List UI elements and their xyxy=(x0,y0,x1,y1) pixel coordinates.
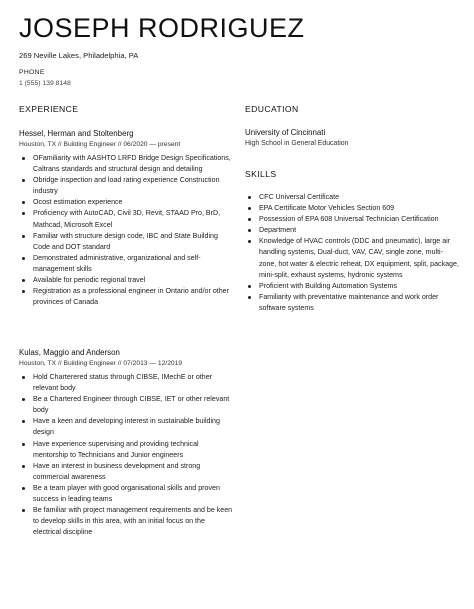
job-company: Hessel, Herman and Stoltenberg xyxy=(19,129,134,138)
list-item: EPA Certificate Motor Vehicles Section 609 xyxy=(245,203,460,214)
education-school: University of Cincinnati xyxy=(245,128,326,137)
education-degree: High School in General Education xyxy=(245,140,349,147)
skills-list xyxy=(245,192,460,314)
list-item: Registration as a professional engineer in Ontario and/or other provinces of Canada xyxy=(19,286,234,308)
address: 269 Neville Lakes, Philadelphia, PA xyxy=(19,51,139,60)
job-entry xyxy=(19,129,234,308)
list-item: Have experience supervising and providing technical mentorship to Technicians and Junior engineers xyxy=(19,439,234,461)
list-item: Obridge inspection and load rating experience Construction industry xyxy=(19,175,234,197)
candidate-name: JOSEPH RODRIGUEZ xyxy=(19,13,305,43)
list-item: Department xyxy=(245,225,460,236)
list-item: OFamiliarity with AASHTO LRFD Bridge Design Specifications, Caltrans standards and structural design and detailing xyxy=(19,153,234,175)
education-entry xyxy=(245,128,460,147)
job-company: Kulas, Maggio and Anderson xyxy=(19,348,120,357)
job-entry xyxy=(19,348,234,538)
list-item: Ocost estimation experience xyxy=(19,197,234,208)
list-item: Be a Chartered Engineer through CIBSE, IET or other relevant body xyxy=(19,394,234,416)
list-item: Be a team player with good organisational skills and proven success in leading teams xyxy=(19,483,234,505)
job-bullets xyxy=(19,372,234,538)
list-item: Possession of EPA 608 Universal Technician Certification xyxy=(245,214,460,225)
skills-section xyxy=(245,187,460,314)
list-item: Familiarity with preventative maintenance and work order software systems xyxy=(245,292,460,314)
phone-number: 1 (555) 139 8148 xyxy=(19,80,71,87)
list-item: Have an interest in business development and strong commercial awareness xyxy=(19,461,234,483)
list-item: Be familiar with project management requirements and be keen to develop skills in this area, with an initial focus on the electrical discipline xyxy=(19,505,234,538)
job-meta: Houston, TX // Building Engineer // 07/2013 — 12/2019 xyxy=(19,360,183,367)
education-heading: EDUCATION xyxy=(245,104,299,114)
job-bullets xyxy=(19,153,234,308)
list-item: Available for periodic regional travel xyxy=(19,275,234,286)
phone-label: PHONE xyxy=(19,69,45,76)
skills-heading: SKILLS xyxy=(245,169,277,179)
list-item: Hold Charterered status through CIBSE, IMechE or other relevant body xyxy=(19,372,234,394)
list-item: Familiar with structure design code, IBC and State Building Code and DOT standard xyxy=(19,231,234,253)
list-item: Proficiency with AutoCAD, Civil 3D, Revit, STAAD Pro, BrD, Mathcad, Microsoft Excel xyxy=(19,208,234,230)
list-item: Knowledge of HVAC controls (DDC and pneumatic), large air handling systems, Dual-duct, VAV, CAV, single zone, multi-zone, hot water & electric reheat, DX equipment, split, package, mini-split, exhaust systems, hydronic systems xyxy=(245,236,460,280)
list-item: Have a keen and developing interest in sustainable building design xyxy=(19,416,234,438)
experience-heading: EXPERIENCE xyxy=(19,104,79,114)
list-item: Demonstrated administrative, organizational and self-management skills xyxy=(19,253,234,275)
list-item: CFC Universal Certificate xyxy=(245,192,460,203)
job-meta: Houston, TX // Building Engineer // 06/2020 — present xyxy=(19,141,181,148)
list-item: Proficient with Building Automation Systems xyxy=(245,281,460,292)
